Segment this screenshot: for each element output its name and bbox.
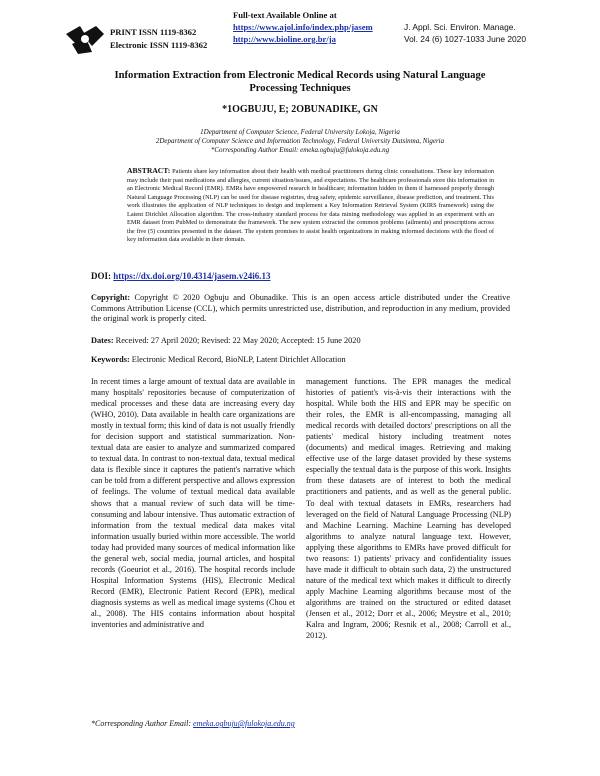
- dates: [91, 336, 510, 347]
- body-paragraph-right: management functions. The EPR manages the medical histories of patient's vis-à-vis their interactions with the hospital. While both the HIS and EPR may be specific on their roles, the EMR is all-encompassing, managing all medical records with detailed doctors' prescriptions on all the patients' medical history including treatment notes (documents) and medical images. Retrieving and making effective use of the large dataset provided by these systems especially the textual data is the purpose of this work. Insights from these datasets are of interest to both the medical practitioners and patients, and as well as the general public. To deal with textual datasets in EMRs, researchers had leveraged on the field of Natural Language Processing (NLP) and Machine Learning. Machine Learning has developed algorithms to analyze natural language text. However, applying these algorithms to EMRs have proved difficult for two reasons: 1) patients' privacy and confidentiality issues have made it difficult to obtain such data, 2) the unstructured nature of the medical text which makes it difficult to directly apply Machine Learning algorithms because most of the algorithms are trained on the structured or edited dataset (Jensen et al., 2012; Dorr et al., 2006; Meystre et al., 2010; Kalra and Ingram, 2006; Resnik et al., 2008; Carroll et al., 2012).: [306, 377, 511, 641]
- title-line-2: Processing Techniques: [249, 83, 351, 94]
- bioline-link[interactable]: http://www.bioline.org.br/ja: [233, 34, 336, 44]
- journal-logo: [62, 22, 108, 56]
- footer-email[interactable]: emeka.ogbuju@fulokoja.edu.ng: [193, 719, 295, 728]
- electronic-issn: Electronic ISSN 1119-8362: [110, 40, 208, 50]
- keywords-text: Electronic Medical Record, BioNLP, Latent Dirichlet Allocation: [131, 355, 346, 364]
- fulltext-label: Full-text Available Online at: [233, 10, 337, 20]
- doi-link[interactable]: https://dx.doi.org/10.4314/jasem.v24i6.13: [113, 271, 271, 281]
- footer-corresponding: [91, 719, 295, 728]
- doi-label: DOI:: [91, 271, 111, 281]
- article-title: [70, 69, 530, 95]
- body-paragraph-left: In recent times a large amount of textual data are available in many hospitals' repositories because of computerization of medical processes and these data are increasing every day (WHO, 2010). Data available in health care organizations are mostly in textual form; this kind of data is not usually friendly for decision support and statistical summarization. Non-textual data are easier to analyze and summarized compared to textual data. In contrast to non-textual data, textual medical data is flexible since it captures the patient's narrative which can be told from a different perspective and allows expression of feelings. The volume of textual medical data available shows that a manual review of such data will be time-consuming and labour intensive. Thus automatic extraction of information from the textual medical data makes vital information usually buried within more accessible. The world today had provided many sources of medical information like the general web, social media, journal articles, and hospital records (Goeuriot et al., 2016). The hospital records include Hospital Information Systems (HIS), Electronic Medical Record (EMR), Electronic Patient Record (EPR), medical diagnosis systems as well as medical image systems (Chou et al., 2008). The HIS contains information about hospital inventories and administrative and: [91, 377, 295, 630]
- affiliations: [80, 128, 520, 155]
- copyright-label: Copyright:: [91, 293, 131, 302]
- doi-line: [91, 271, 511, 282]
- keywords: [91, 355, 510, 366]
- copyright-text: Copyright © 2020 Ogbuju and Obunadike. This is an open access article distributed under the Creative Commons Attribution License (CCL), which permits unrestricted use, distribution, and reproduction in any medium, provided the original work is properly cited.: [91, 293, 511, 324]
- title-line-1: Information Extraction from Electronic Medical Records using Natural Language: [114, 70, 486, 81]
- affiliation-1: 1Department of Computer Science, Federal University Lokoja, Nigeria: [200, 128, 400, 136]
- affiliation-2: 2Department of Computer Science and Information Technology, Federal University Dutsinma, Nigeria: [155, 137, 445, 145]
- body-column-left: [91, 376, 295, 630]
- dates-text: Received: 27 April 2020; Revised: 22 May 2020; Accepted: 15 June 2020: [115, 336, 361, 345]
- abstract: [127, 167, 494, 245]
- body-column-right: [306, 376, 511, 641]
- journal-name: J. Appl. Sci. Environ. Manage.: [404, 22, 516, 32]
- keywords-label: Keywords:: [91, 355, 130, 364]
- dates-label: Dates:: [91, 336, 114, 345]
- print-issn: PRINT ISSN 1119-8362: [110, 27, 197, 37]
- copyright: [91, 293, 510, 325]
- abstract-label: ABSTRACT:: [127, 166, 171, 175]
- authors: *1OGBUJU, E; 2OBUNADIKE, GN: [222, 104, 378, 115]
- volume-info: Vol. 24 (6) 1027-1033 June 2020: [404, 34, 526, 44]
- footer-label: *Corresponding Author Email:: [91, 719, 192, 728]
- corresponding-line: *Corresponding Author Email: emeka.ogbuju@fulokoja.edu.ng: [210, 146, 390, 154]
- ajol-link[interactable]: https://www.ajol.info/index.php/jasem: [233, 22, 373, 32]
- abstract-text: Patients share key information about their health with medical practitioners during clinic consultations. These key information may include their past medications and allergies, current situation/issues, and expectations. The healthcare professionals store this information in an Electronic Medical Record (EMR). EMRs have empowered research in healthcare; information hidden in them if harnessed properly through Natural Language Processing (NLP) can be used for disease registries, drug safety, epidemic surveillance, disease prediction, and treatment. This work illustrates the application of NLP techniques to design and implement a Key Information Retrieval System (KIRS framework) using the Latent Dirichlet Allocation algorithm. The cross-industry standard process for data mining methodology was applied in an experiment with an EMR dataset from PubMed to demonstrate the framework. The new system extracted the common problems (ailments) and prescriptions across the five (5) countries presented in the dataset. The system promises to assist health organizations in making informed decisions with the flood of key information data available in their domain.: [127, 168, 494, 243]
